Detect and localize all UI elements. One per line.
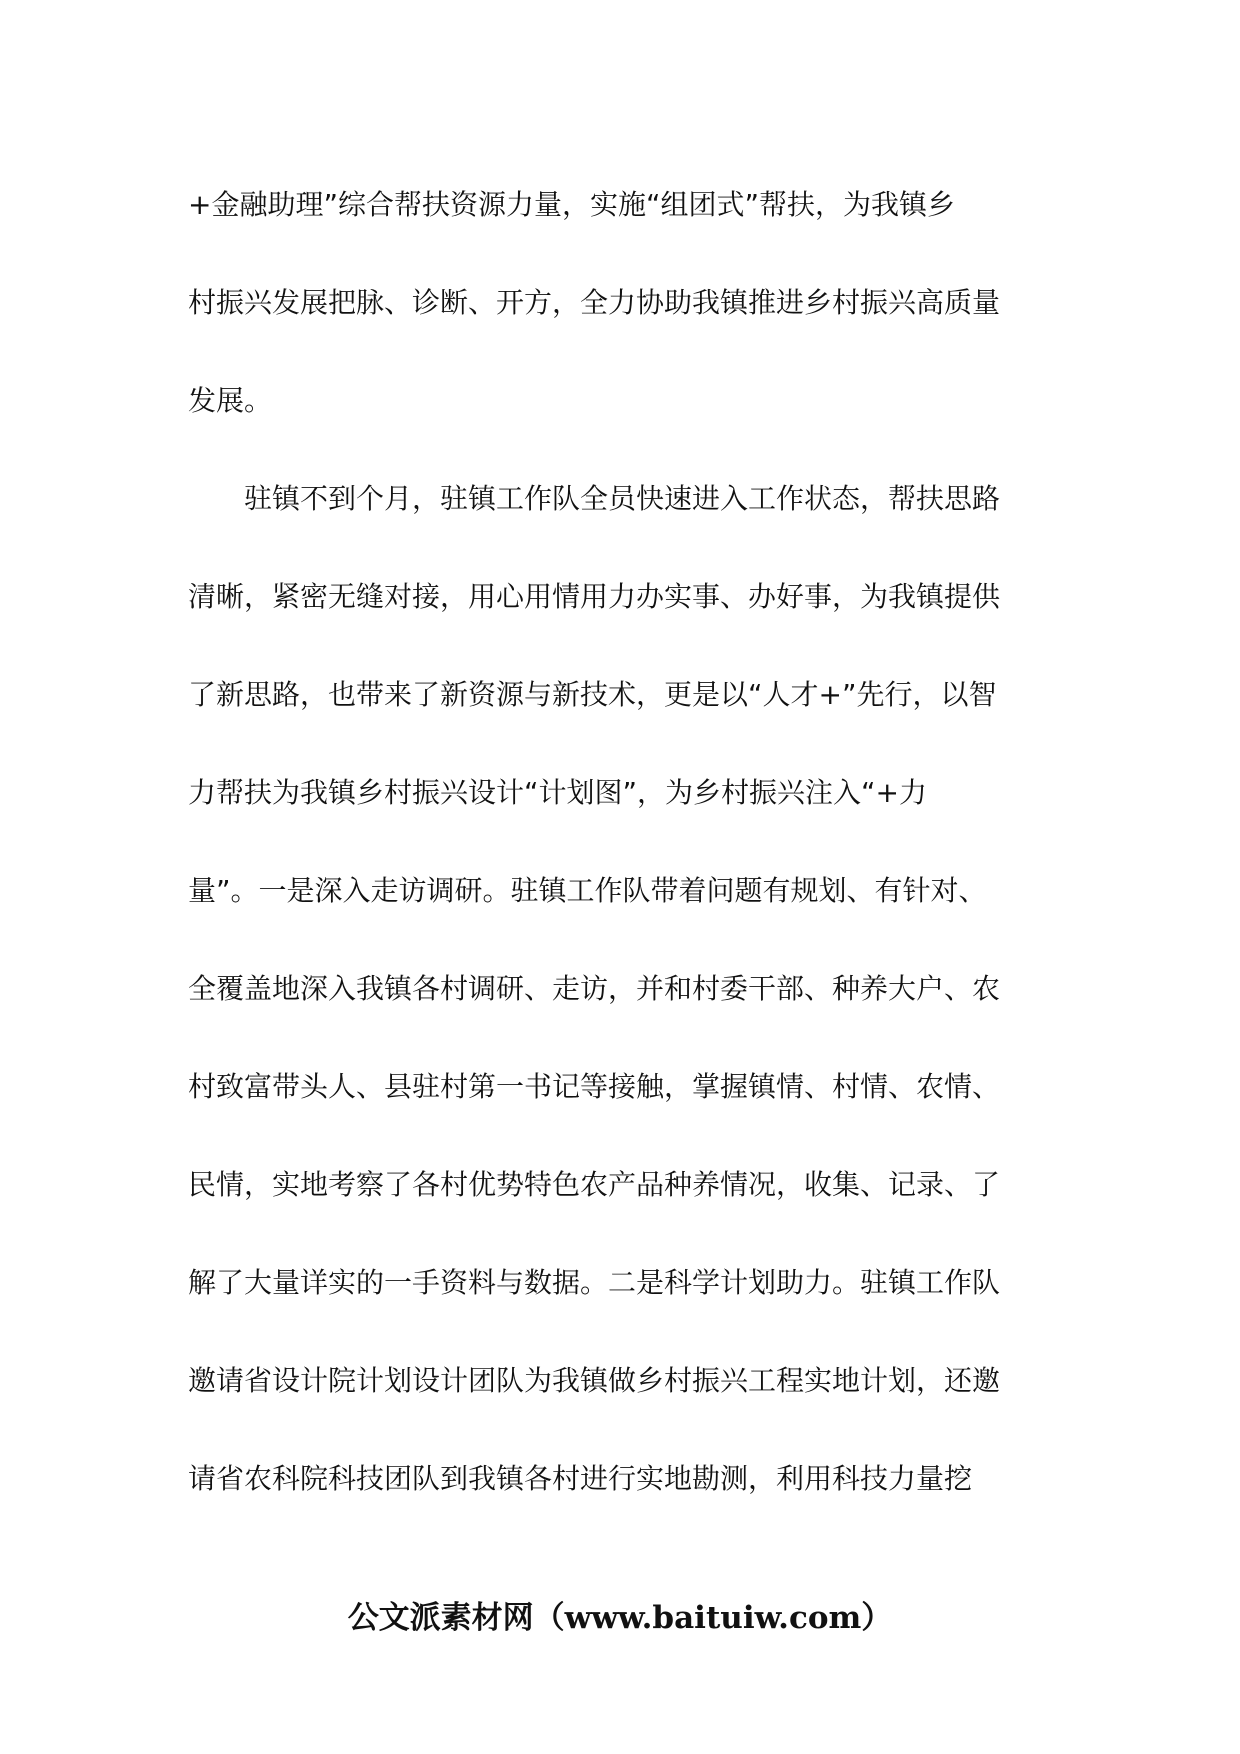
text-line: 村振兴发展把脉、诊断、开方，全力协助我镇推进乡村振兴高质量: [188, 286, 1001, 319]
text-line: 全覆盖地深入我镇各村调研、走访，并和村委干部、种养大户、农: [188, 972, 1001, 1005]
text-line: 力帮扶为我镇乡村振兴设计“计划图”，为乡村振兴注入“+力: [188, 776, 927, 809]
text-line: 量”。一是深入走访调研。驻镇工作队带着问题有规划、有针对、: [188, 874, 987, 907]
paragraph-2: [188, 450, 1058, 1528]
footer-watermark-text: 公文派素材网（www.baituiw.com）: [347, 1600, 893, 1636]
text-line: 发展。: [188, 384, 273, 417]
text-line: 村致富带头人、县驻村第一书记等接触，掌握镇情、村情、农情、: [188, 1070, 1001, 1103]
text-line: 民情，实地考察了各村优势特色农产品种养情况，收集、记录、了: [188, 1168, 1001, 1201]
text-line: 了新思路，也带来了新资源与新技术，更是以“人才+”先行，以智: [188, 678, 997, 711]
text-line: 邀请省设计院计划设计团队为我镇做乡村振兴工程实地计划，还邀: [188, 1364, 1001, 1397]
text-line: 解了大量详实的一手资料与数据。二是科学计划助力。驻镇工作队: [188, 1266, 1001, 1299]
text-line: 请省农科院科技团队到我镇各村进行实地勘测，利用科技力量挖: [188, 1462, 973, 1495]
paragraph-1: [188, 156, 1058, 450]
text-line: 驻镇不到个月，驻镇工作队全员快速进入工作状态，帮扶思路: [244, 482, 1001, 515]
document-body: [188, 156, 1058, 1528]
text-line: +金融助理”综合帮扶资源力量，实施“组团式”帮扶，为我镇乡: [188, 188, 955, 221]
text-line: 清晰，紧密无缝对接，用心用情用力办实事、办好事，为我镇提供: [188, 580, 1001, 613]
